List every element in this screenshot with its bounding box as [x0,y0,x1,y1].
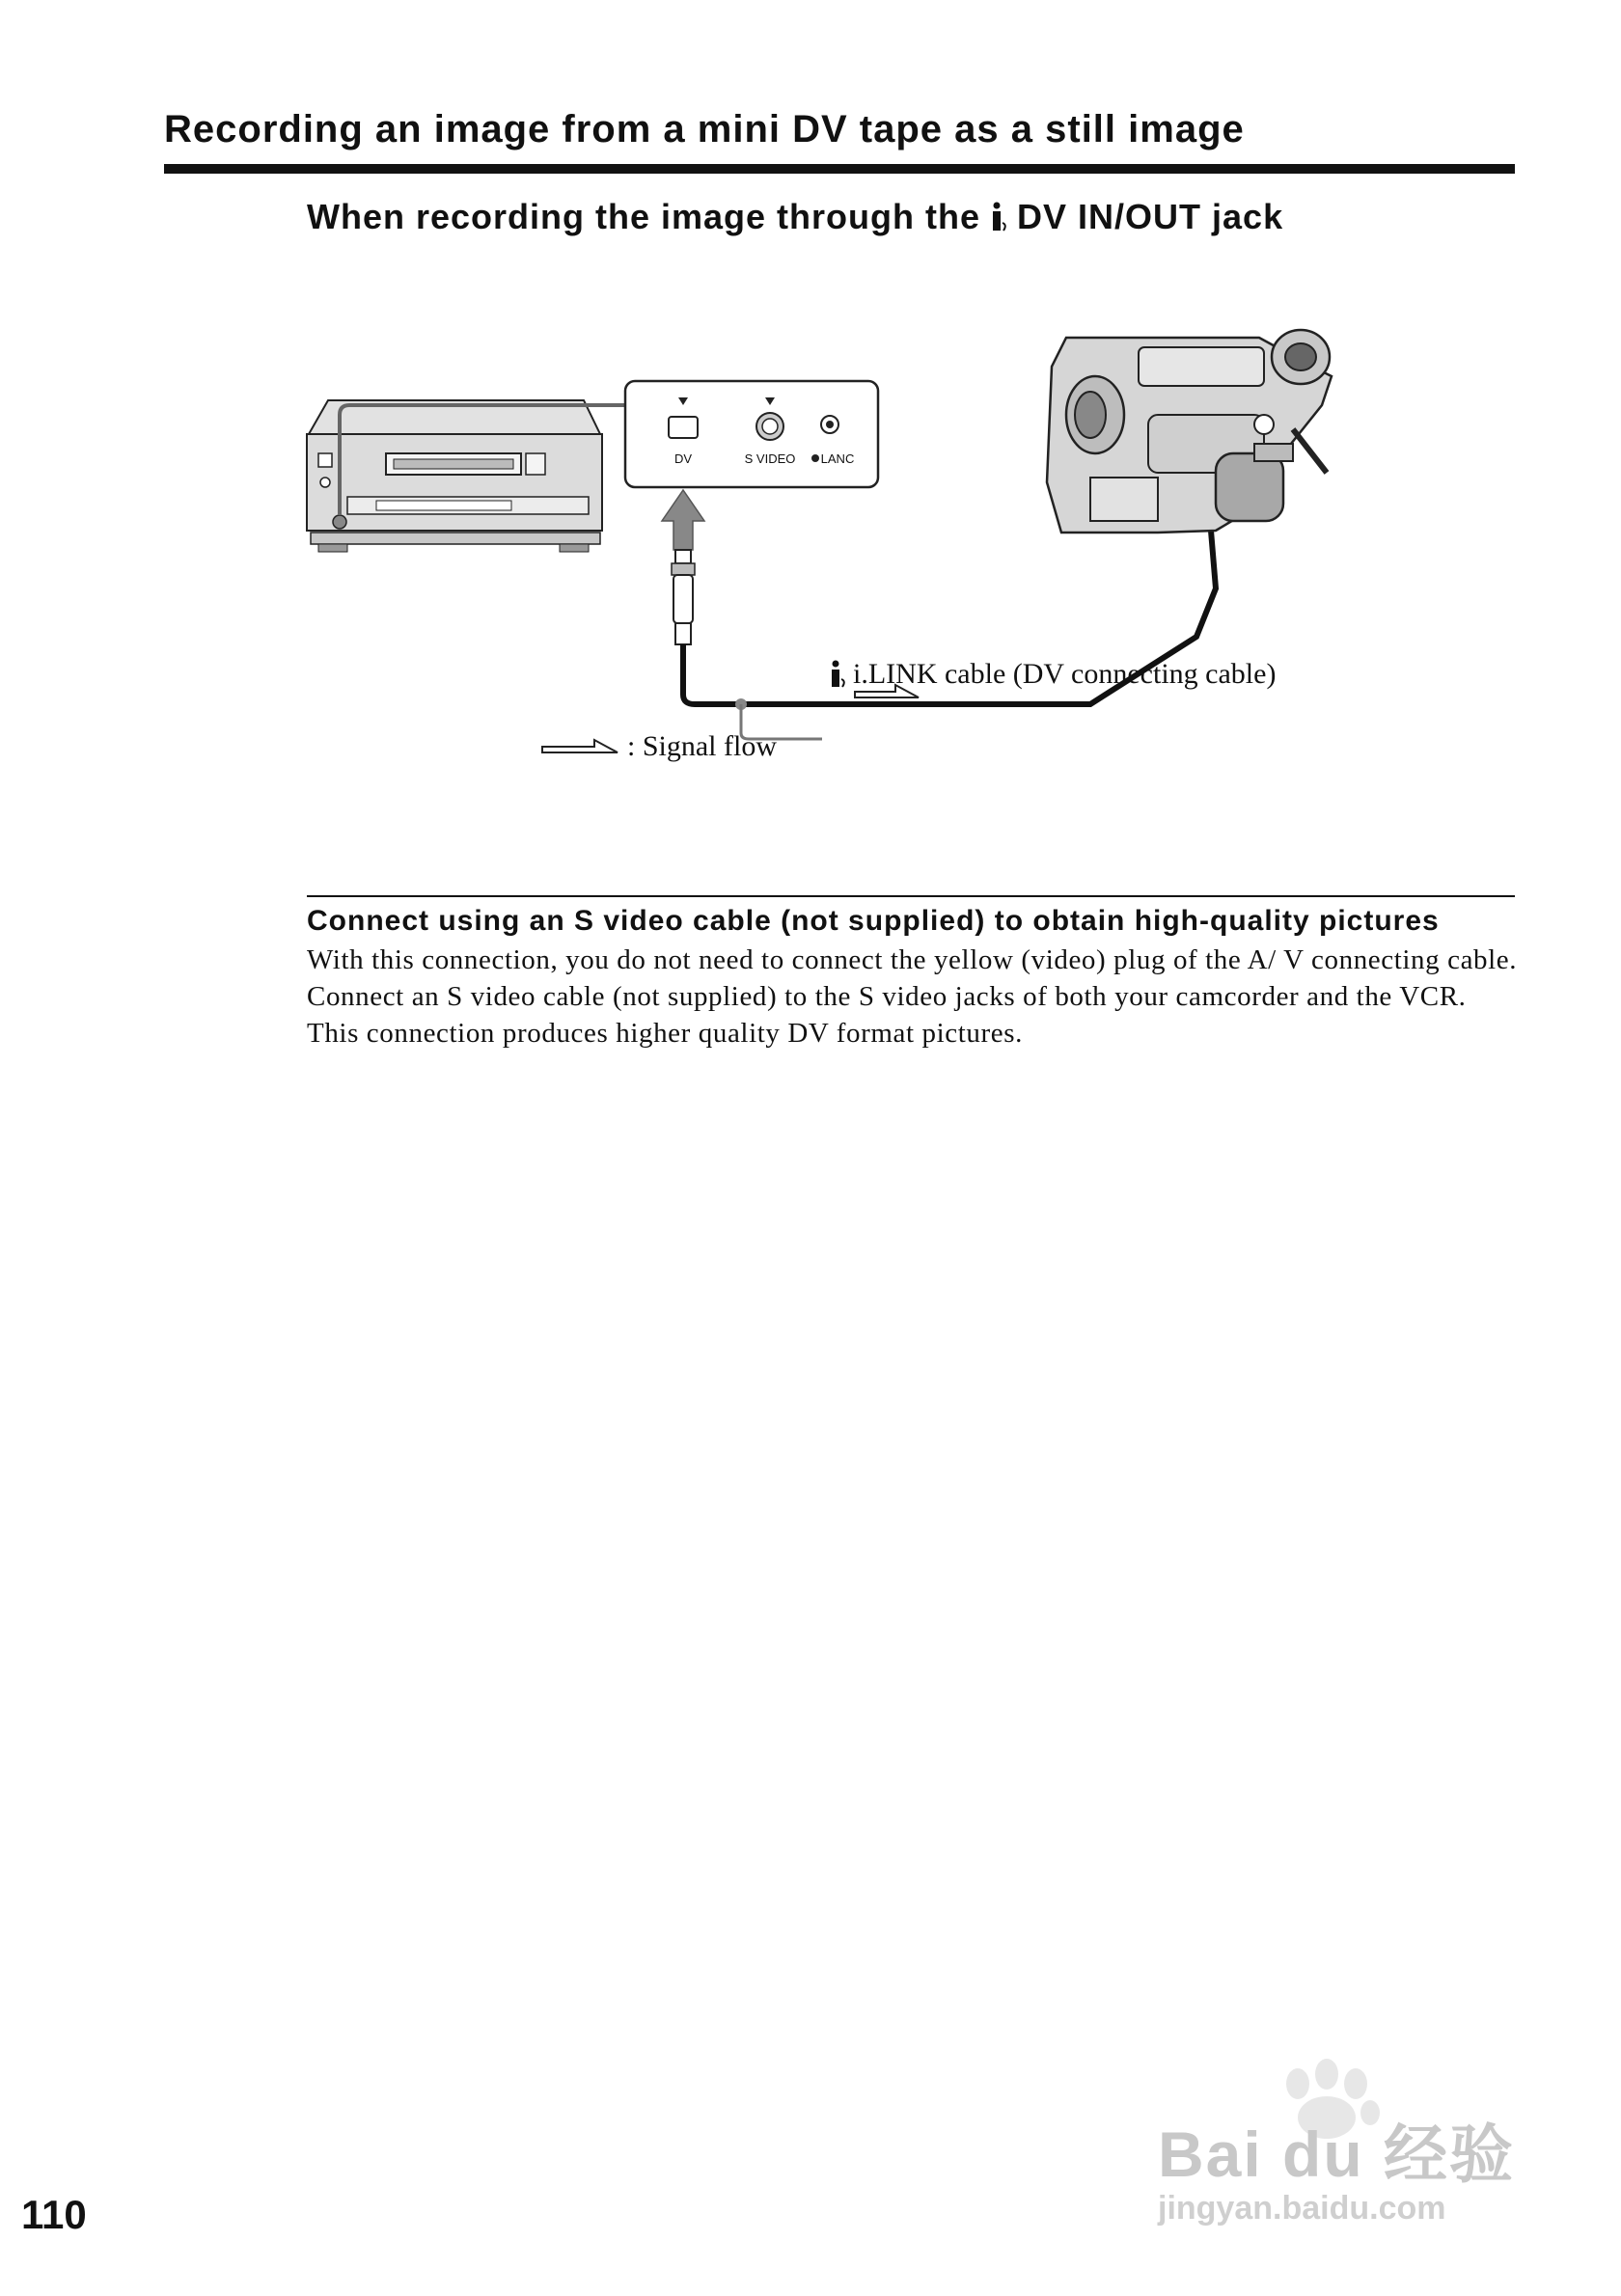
signal-flow-legend [540,730,777,763]
connection-diagram [289,309,1544,791]
watermark-url: jingyan.baidu.com [1158,2190,1446,2227]
note-rule [307,895,1515,897]
vcr-illustration [307,400,602,552]
title-rule [164,164,1515,174]
signal-arrow-up [662,490,704,550]
note-paragraph: This connection produces higher quality DV format pictures. [307,1018,1023,1049]
section-title: Recording an image from a mini DV tape as a still image [164,108,1245,150]
jack-panel [625,381,878,487]
sub-title-before: When recording the image through the [307,197,981,236]
ilink-icon [990,202,1009,232]
ilink-icon [830,660,847,689]
jack-label-lanc: LANC [820,451,855,466]
sub-title-after: DV IN/OUT jack [1017,197,1284,236]
note-paragraph: Connect an S video cable (not supplied) to the S video jacks of both your camcorder and the VCR. [307,981,1467,1012]
camcorder-illustration [1047,330,1332,533]
signal-flow-arrow-icon [540,737,619,756]
note-heading: Connect using an S video cable (not supplied) to obtain high-quality pictures [307,905,1440,937]
legend-text: : Signal flow [627,730,777,762]
page-number: 110 [21,2192,87,2237]
dv-plug [672,550,695,644]
jack-label-s-video: S VIDEO [744,451,796,466]
watermark-brand: Bai du 经验 [1158,2118,1516,2190]
cable-label [830,658,1276,691]
note-section [307,903,1523,1052]
sub-title [307,197,1283,237]
jack-label-dv: DV [673,451,693,466]
note-paragraph: With this connection, you do not need to connect the yellow (video) plug of the A/ V connecting cable. [307,944,1518,975]
cable-label-text: i.LINK cable (DV connecting cable) [853,658,1277,690]
